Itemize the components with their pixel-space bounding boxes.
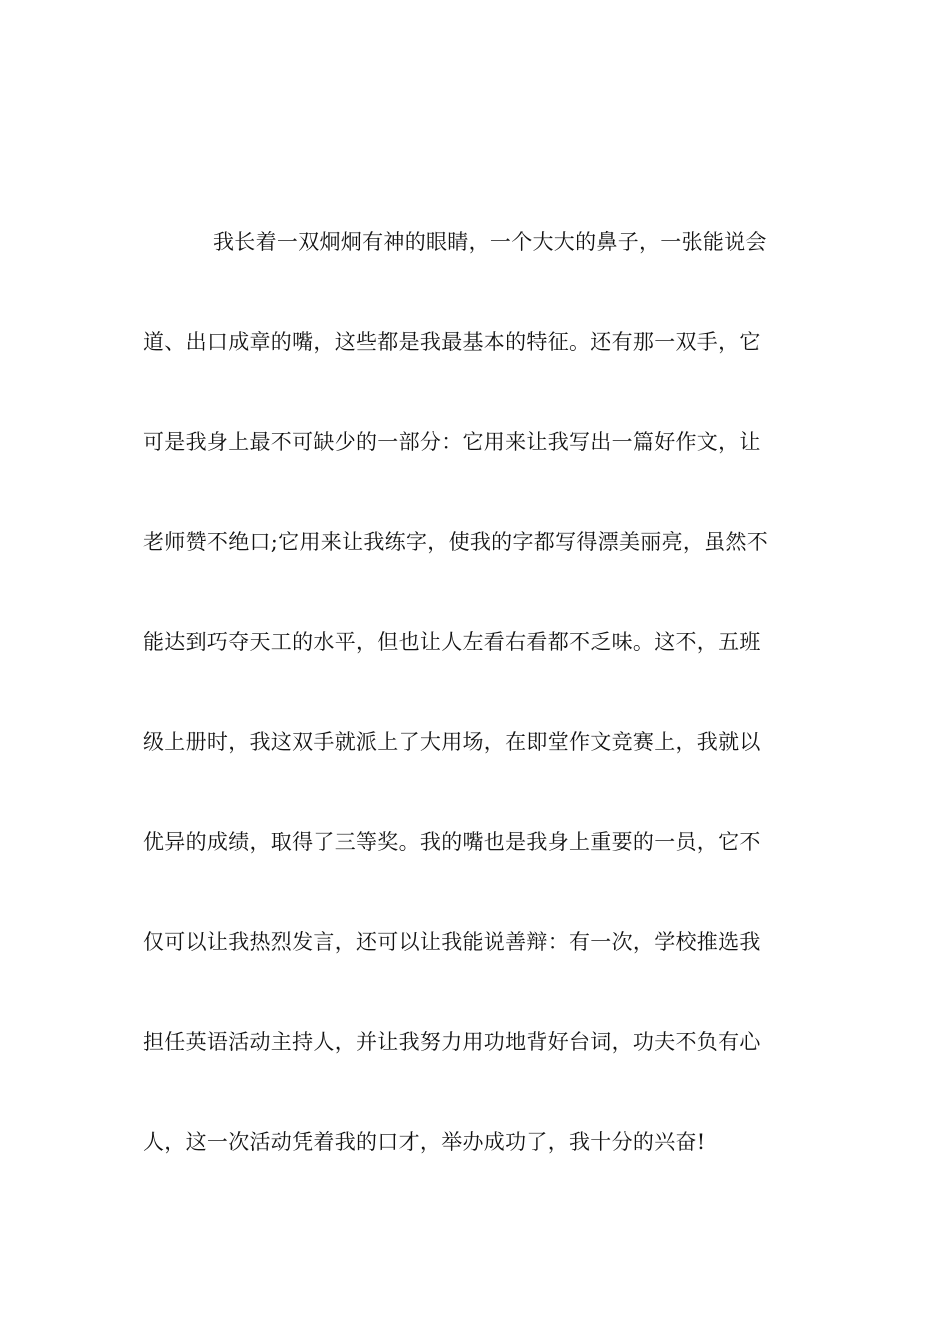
paragraph-line: 能达到巧夺天工的水平，但也让人左看右看都不乏味。这不，五班	[143, 630, 761, 654]
paragraph-line: 级上册时，我这双手就派上了大用场，在即堂作文竞赛上，我就以	[143, 730, 761, 754]
paragraph-line: 优异的成绩，取得了三等奖。我的嘴也是我身上重要的一员，它不	[143, 830, 761, 854]
paragraph-line: 可是我身上最不可缺少的一部分：它用来让我写出一篇好作文，让	[143, 430, 761, 454]
paragraph-line: 道、出口成章的嘴，这些都是我最基本的特征。还有那一双手，它	[143, 330, 761, 354]
essay-paragraph	[143, 222, 808, 1222]
paragraph-line: 担任英语活动主持人，并让我努力用功地背好台词，功夫不负有心	[143, 1030, 761, 1054]
paragraph-line: 老师赞不绝口;它用来让我练字，使我的字都写得漂美丽亮，虽然不	[143, 530, 769, 554]
paragraph-line: 我长着一双炯炯有神的眼睛，一个大大的鼻子，一张能说会	[213, 230, 767, 254]
paragraph-line: 仅可以让我热烈发言，还可以让我能说善辩：有一次，学校推选我	[143, 930, 761, 954]
paragraph-line: 人，这一次活动凭着我的口才，举办成功了，我十分的兴奋!	[143, 1130, 706, 1154]
